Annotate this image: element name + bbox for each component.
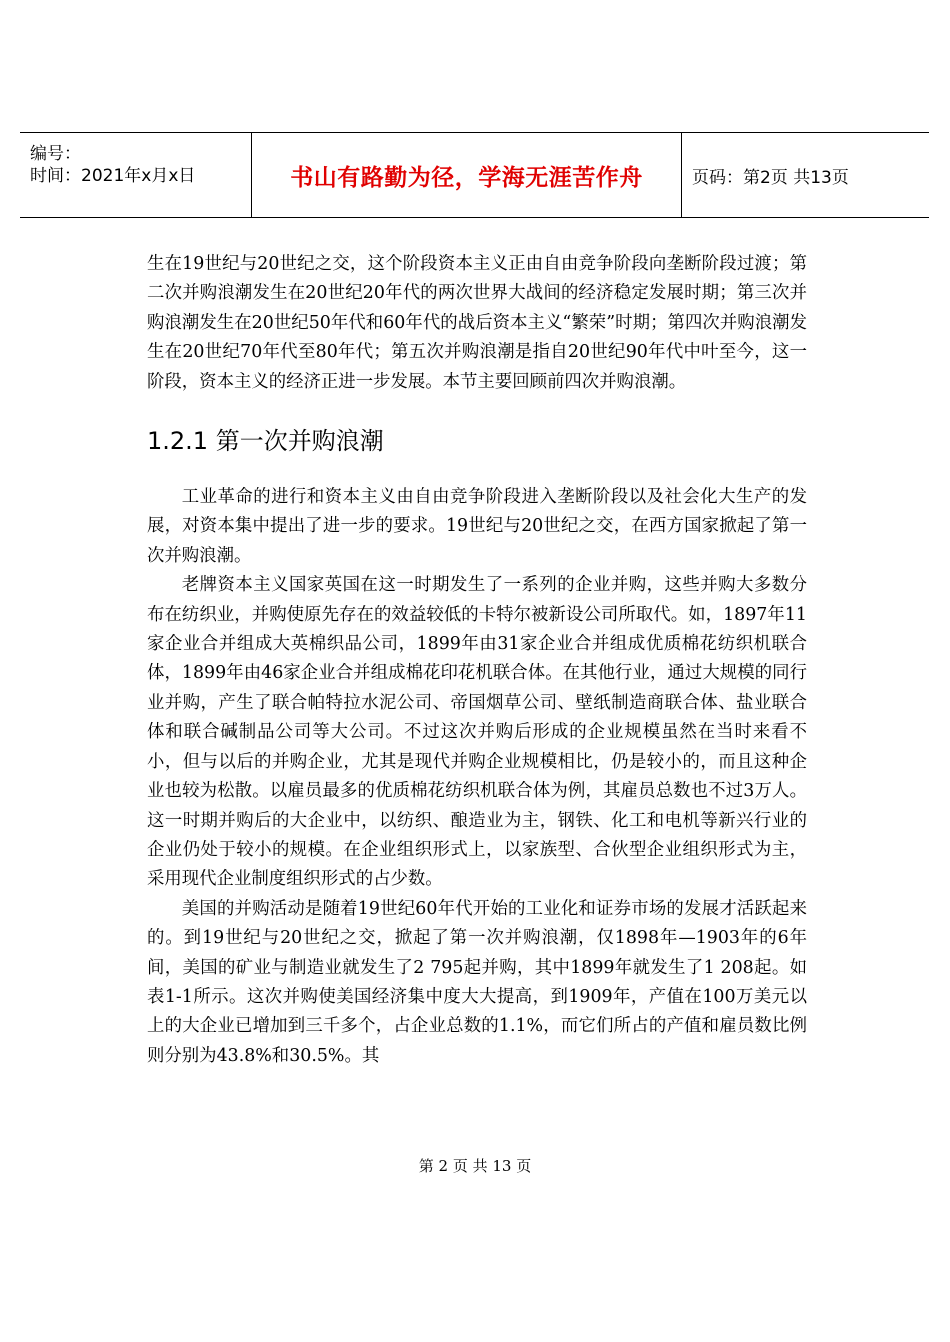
header-motto: 书山有路勤为径，学海无涯苦作舟 xyxy=(290,164,643,191)
body-paragraph: 美国的并购活动是随着19世纪60年代开始的工业化和证券市场的发展才活跃起来的。到19世纪与20世纪之交，掀起了第一次并购浪潮，仅1898年—1903年的6年间，美国的矿业与制造业就发生了2 795起并购，其中1899年就发生了1 208起。如表1-1所示。这次并购使美国经济集中度大大提高，到1909年，产值在100万美元以上的大企业已增加到三千多个，占企业总数的1.1%，而它们所占的产值和雇员数比例则分别为43.8%和30.5%。其 xyxy=(147,898,807,1066)
document-body xyxy=(147,250,807,1071)
header-page-label: 页码：第2页 共13页 xyxy=(692,167,849,188)
header-motto-cell xyxy=(252,133,682,217)
header-page-cell xyxy=(682,133,929,217)
header-meta-cell xyxy=(20,133,252,217)
document-date-label: 时间：2021年x月x日 xyxy=(30,166,196,186)
document-number-label: 编号： xyxy=(30,144,81,164)
section-heading: 1.2.1 第一次并购浪潮 xyxy=(147,427,384,456)
header-table xyxy=(20,132,929,218)
intro-paragraph: 生在19世纪与20世纪之交，这个阶段资本主义正由自由竞争阶段向垄断阶段过渡；第二次并购浪潮发生在20世纪20年代的两次世界大战间的经济稳定发展时期；第三次并购浪潮发生在20世纪50年代和60年代的战后资本主义“繁荣”时期；第四次并购浪潮发生在20世纪70年代至80年代；第五次并购浪潮是指自20世纪90年代中叶至今，这一阶段，资本主义的经济正进一步发展。本节主要回顾前四次并购浪潮。 xyxy=(147,254,807,392)
page-footer: 第 2 页 共 13 页 xyxy=(418,1157,532,1175)
body-paragraph: 老牌资本主义国家英国在这一时期发生了一系列的企业并购，这些并购大多数分布在纺织业，并购使原先存在的效益较低的卡特尔被新设公司所取代。如，1897年11家企业合并组成大英棉织品公司，1899年由31家企业合并组成优质棉花纺织机联合体，1899年由46家企业合并组成棉花印花机联合体。在其他行业，通过大规模的同行业并购，产生了联合帕特拉水泥公司、帝国烟草公司、壁纸制造商联合体、盐业联合体和联合碱制品公司等大公司。不过这次并购后形成的企业规模虽然在当时来看不小，但与以后的并购企业，尤其是现代并购企业规模相比，仍是较小的，而且这种企业也较为松散。以雇员最多的优质棉花纺织机联合体为例，其雇员总数也不过3万人。这一时期并购后的大企业中，以纺织、酿造业为主，钢铁、化工和电机等新兴行业的企业仍处于较小的规模。在企业组织形式上，以家族型、合伙型企业组织形式为主，采用现代企业制度组织形式的占少数。 xyxy=(147,575,807,890)
body-paragraph: 工业革命的进行和资本主义由自由竞争阶段进入垄断阶段以及社会化大生产的发展，对资本集中提出了进一步的要求。19世纪与20世纪之交，在西方国家掀起了第一次并购浪潮。 xyxy=(147,487,807,566)
